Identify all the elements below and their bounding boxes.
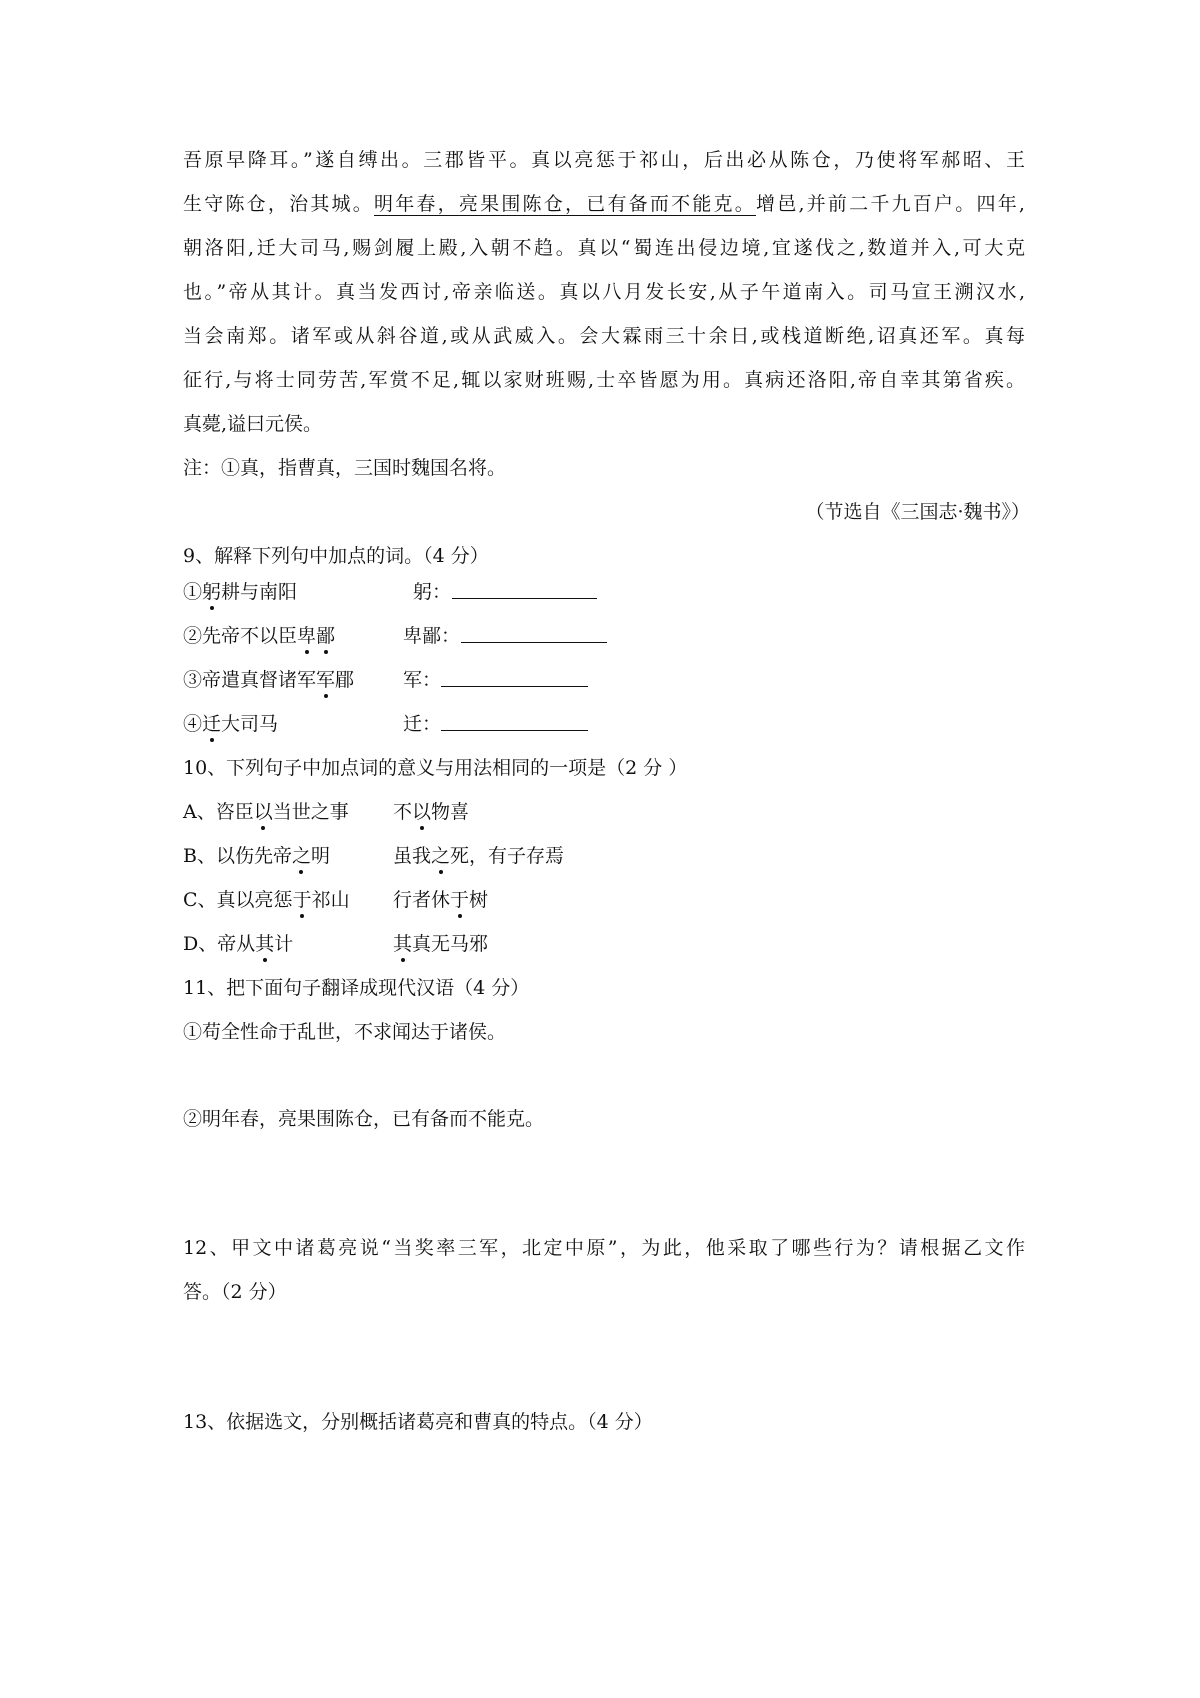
passage-line-4: 也。”帝从其计。真当发西讨,帝亲临送。真以八月发长安,从子午道南入。司马宣王溯汉水, [183, 281, 1025, 303]
q10-option-d-sentence2-dotted: 其 [393, 933, 413, 955]
q9-item-3-post: 郿 [335, 669, 355, 691]
q9-item-2-dotted-char-2: 鄙 [316, 625, 336, 647]
q9-item-3-dotted: 军 [316, 669, 336, 691]
q9-item-4-num: ④ [183, 713, 203, 735]
q10-option-a[interactable] [183, 800, 349, 824]
q10-option-c[interactable] [183, 888, 350, 912]
passage-line-2-pre: 生守陈仓，治其城。 [183, 193, 374, 215]
underlined-sentence: 明年春，亮果围陈仓，已有备而不能克。 [374, 193, 756, 215]
q9-item-4-dotted: 迁 [202, 713, 222, 735]
q10-option-b-sentence1-dotted: 之 [291, 845, 311, 867]
q9-item-3-num: ③ [183, 669, 203, 691]
q9-item-2-dotted [297, 625, 335, 647]
q9-item-2-num: ② [183, 625, 203, 647]
passage-line-2-post: 增邑,并前二千九百户。四年, [756, 193, 1025, 215]
q9-item-3-answer-blank[interactable] [441, 685, 588, 687]
q9-item-1 [183, 580, 297, 604]
q12-line-1: 12、甲文中诸葛亮说“当奖率三军，北定中原”，为此，他采取了哪些行为？请根据乙文作 [183, 1237, 1025, 1259]
q10-option-c-sentence1-dotted: 于 [292, 889, 312, 911]
q9-item-4-answer-blank[interactable] [441, 729, 588, 731]
q9-item-2-label: 卑鄙： [403, 625, 461, 647]
q10-option-d-sentence1-pre: 帝从 [217, 933, 256, 955]
passage-line-1: 吾原早降耳。”遂自缚出。三郡皆平。真以亮惩于祁山，后出必从陈仓，乃使将军郝昭、王 [183, 149, 1025, 171]
q10-option-b-sentence2 [393, 844, 564, 868]
q10-option-c-sentence2 [393, 888, 488, 912]
q10-option-d-sentence2-post: 真无马邪 [412, 933, 489, 955]
q9-item-1-post: 耕与南阳 [221, 581, 298, 603]
q9-item-3-label: 军： [403, 669, 442, 691]
q10-option-c-sentence2-dotted: 于 [450, 889, 470, 911]
q10-title: 10、下列句子中加点词的意义与用法相同的一项是（2 分 ） [183, 757, 688, 779]
q10-option-d-sentence2 [393, 932, 488, 956]
q12-line-2: 答。（2 分） [183, 1281, 287, 1303]
passage-line-5: 当会南郑。诸军或从斜谷道,或从武威入。会大霖雨三十余日,或栈道断绝,诏真还军。真每 [183, 325, 1025, 347]
q10-option-a-sentence2 [393, 800, 469, 824]
q10-option-b-sentence2-post: 死，有子存焉 [450, 845, 565, 867]
q11-title: 11、把下面句子翻译成现代汉语（4 分） [183, 977, 530, 999]
q9-item-1-num: ① [183, 581, 203, 603]
q9-item-1-label: 躬： [413, 581, 452, 603]
passage-line-2 [183, 192, 1025, 216]
passage-line-6: 征行,与将士同劳苦,军赏不足,辄以家财班赐,士卒皆愿为用。真病还洛阳,帝自幸其第省疾。 [183, 369, 1025, 391]
q9-item-2 [183, 624, 335, 648]
q10-option-b-sentence2-dotted: 之 [431, 845, 451, 867]
q10-option-a-letter: A、 [183, 801, 216, 823]
q10-option-c-sentence1-post: 祁山 [311, 889, 350, 911]
q10-option-b-sentence1-pre: 以伤先帝 [215, 845, 292, 867]
q9-item-4-label: 迁： [403, 713, 442, 735]
q10-option-c-sentence2-post: 树 [469, 889, 489, 911]
q9-item-2-dotted-char-1: 卑 [297, 625, 317, 647]
q9-item-1-answer-blank[interactable] [452, 597, 597, 599]
q9-item-2-answer-blank[interactable] [461, 641, 607, 643]
q9-title: 9、解释下列句中加点的词。（4 分） [183, 545, 489, 567]
passage-line-7: 真薨,谥曰元侯。 [183, 413, 323, 435]
q9-item-4 [183, 712, 278, 736]
q10-option-a-sentence2-pre: 不 [393, 801, 413, 823]
q9-item-3-pre: 帝遣真督诸军 [202, 669, 317, 691]
q10-option-b-letter: B、 [183, 845, 216, 867]
q10-option-a-sentence2-dotted: 以 [412, 801, 432, 823]
q9-item-4-post: 大司马 [221, 713, 279, 735]
q10-option-c-sentence2-pre: 行者休 [393, 889, 451, 911]
q10-option-b[interactable] [183, 844, 330, 868]
passage-source: （节选自《三国志·魏书》） [805, 501, 1030, 523]
q10-option-b-sentence2-pre: 虽我 [393, 845, 432, 867]
passage-line-3: 朝洛阳,迁大司马,赐剑履上殿,入朝不趋。真以“蜀连出侵边境,宜遂伐之,数道并入,可大克 [183, 237, 1025, 259]
q10-option-d[interactable] [183, 932, 293, 956]
q10-option-d-sentence1-post: 计 [274, 933, 294, 955]
q10-option-b-sentence1-post: 明 [311, 845, 331, 867]
q13-title: 13、依据选文，分别概括诸葛亮和曹真的特点。（4 分） [183, 1411, 653, 1433]
q9-item-2-pre: 先帝不以臣 [202, 625, 298, 647]
q11-item-2: ②明年春，亮果围陈仓，已有备而不能克。 [183, 1108, 545, 1130]
q10-option-a-sentence1-pre: 咨臣 [215, 801, 254, 823]
q10-option-d-sentence1-dotted: 其 [255, 933, 275, 955]
passage-note: 注：①真，指曹真，三国时魏国名将。 [183, 457, 507, 479]
q10-option-a-sentence1-dotted: 以 [253, 801, 273, 823]
q10-option-a-sentence1-post: 当世之事 [272, 801, 349, 823]
q9-item-3 [183, 668, 354, 692]
q10-option-d-letter: D、 [183, 933, 218, 955]
q11-item-1: ①苟全性命于乱世，不求闻达于诸侯。 [183, 1021, 507, 1043]
q10-option-a-sentence2-post: 物喜 [431, 801, 470, 823]
q9-item-1-dotted: 躬 [202, 581, 222, 603]
q10-option-c-letter: C、 [183, 889, 217, 911]
q10-option-c-sentence1-pre: 真以亮惩 [216, 889, 293, 911]
